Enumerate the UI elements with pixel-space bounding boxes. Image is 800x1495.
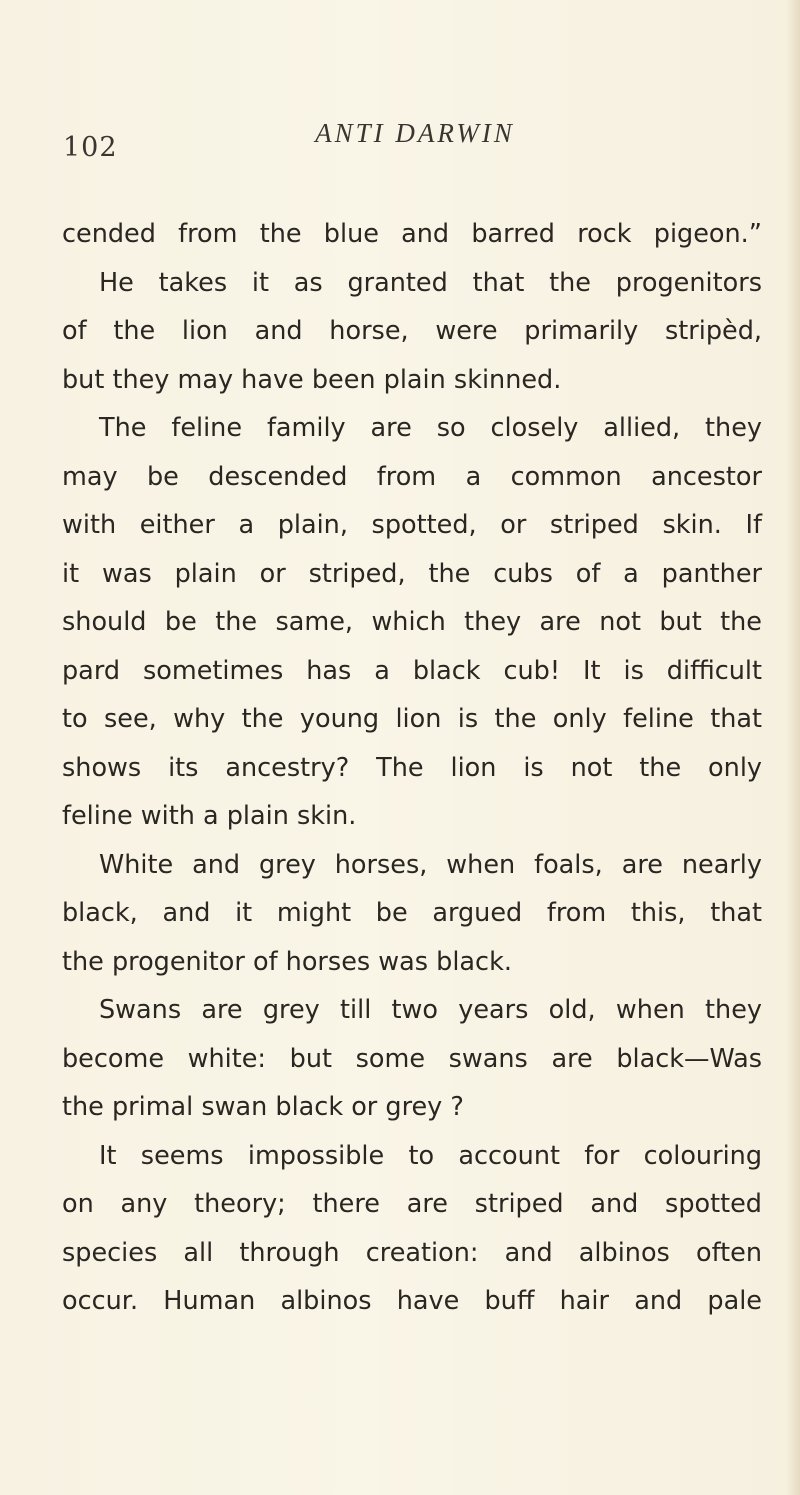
text-line: It seems impossible to account for colouring xyxy=(99,1140,762,1171)
text-line: cended from the blue and barred rock pigeon.” xyxy=(62,219,762,249)
text-line: the progenitor of horses was black. xyxy=(62,946,512,977)
page-edge-shadow xyxy=(786,0,800,1495)
text-line: it was plain or striped, the cubs of a panther xyxy=(62,558,762,589)
text-line: with either a plain, spotted, or striped skin. If xyxy=(62,510,762,540)
text-line: White and grey horses, when foals, are nearly xyxy=(99,849,762,880)
running-head: ANTI DARWIN xyxy=(315,118,515,148)
text-line: The feline family are so closely allied, they xyxy=(99,413,762,443)
text-line: on any theory; there are striped and spotted xyxy=(62,1189,762,1219)
page-header xyxy=(0,118,800,178)
text-line: occur. Human albinos have buff hair and pale xyxy=(62,1286,762,1316)
text-line: may be descended from a common ancestor xyxy=(62,461,762,492)
text-line: species all through creation: and albinos often xyxy=(62,1237,762,1268)
body-text xyxy=(62,210,762,1326)
text-line: to see, why the young lion is the only feline that xyxy=(62,704,762,734)
text-line: pard sometimes has a black cub! It is difficult xyxy=(62,655,762,686)
text-line: become white: but some swans are black—Was xyxy=(62,1043,762,1074)
text-line: should be the same, which they are not but the xyxy=(62,607,762,637)
text-line: the primal swan black or grey ? xyxy=(62,1092,464,1122)
text-line: black, and it might be argued from this, that xyxy=(62,898,762,928)
text-line: but they may have been plain skinned. xyxy=(62,364,562,395)
page-number: 102 xyxy=(63,132,118,163)
text-line: feline with a plain skin. xyxy=(62,801,357,831)
text-line: of the lion and horse, were primarily stripèd, xyxy=(62,316,762,346)
text-line: Swans are grey till two years old, when they xyxy=(99,995,762,1025)
text-line: He takes it as granted that the progenitors xyxy=(99,267,762,298)
text-line: shows its ancestry? The lion is not the only xyxy=(62,752,762,783)
